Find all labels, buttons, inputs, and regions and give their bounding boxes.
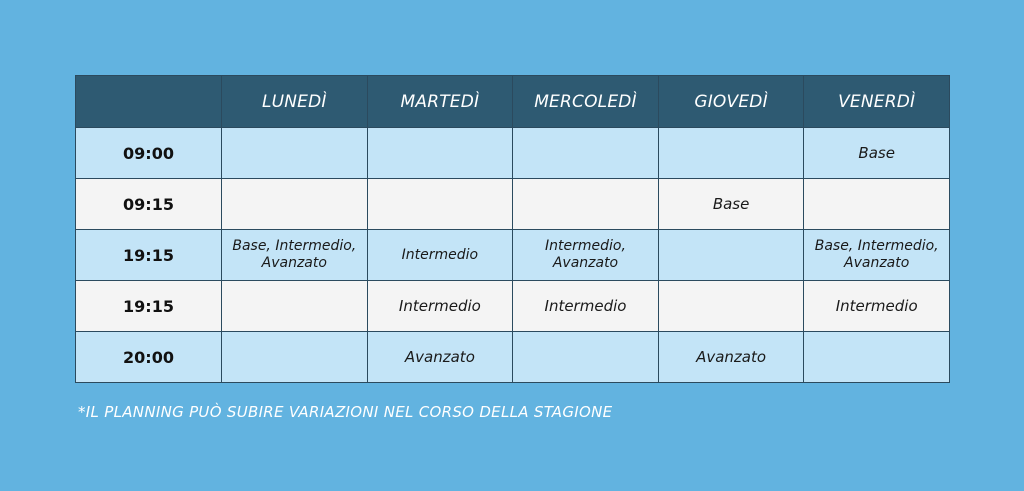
class-cell: Base, Intermedio, Avanzato — [804, 230, 950, 281]
table-row — [76, 332, 950, 383]
header-row — [76, 76, 950, 128]
class-cell: Avanzato — [658, 332, 804, 383]
class-cell — [658, 230, 804, 281]
footnote: *IL PLANNING PUÒ SUBIRE VARIAZIONI NEL CORSO DELLA STAGIONE — [78, 403, 613, 421]
class-cell: Avanzato — [367, 332, 513, 383]
class-cell — [513, 332, 659, 383]
header-day-mercoledi: MERCOLEDÌ — [513, 76, 659, 128]
time-cell: 09:15 — [76, 179, 222, 230]
time-cell: 19:15 — [76, 230, 222, 281]
table-row — [76, 128, 950, 179]
class-cell — [513, 128, 659, 179]
class-cell — [222, 179, 368, 230]
header-corner — [76, 76, 222, 128]
schedule-table — [75, 75, 950, 383]
class-cell: Base, Intermedio, Avanzato — [222, 230, 368, 281]
class-cell — [222, 332, 368, 383]
class-cell — [222, 281, 368, 332]
schedule-body — [76, 128, 950, 383]
table-row — [76, 230, 950, 281]
class-cell: Intermedio — [804, 281, 950, 332]
class-cell — [804, 332, 950, 383]
time-cell: 09:00 — [76, 128, 222, 179]
class-cell: Base — [804, 128, 950, 179]
class-cell — [367, 128, 513, 179]
class-cell — [658, 281, 804, 332]
header-day-martedi: MARTEDÌ — [367, 76, 513, 128]
header-day-giovedi: GIOVEDÌ — [658, 76, 804, 128]
class-cell — [367, 179, 513, 230]
class-cell — [222, 128, 368, 179]
time-cell: 19:15 — [76, 281, 222, 332]
class-cell: Intermedio — [367, 230, 513, 281]
class-cell: Intermedio — [367, 281, 513, 332]
schedule-header — [76, 76, 950, 128]
class-cell — [658, 128, 804, 179]
time-cell: 20:00 — [76, 332, 222, 383]
class-cell: Intermedio — [513, 281, 659, 332]
header-day-lunedi: LUNEDÌ — [222, 76, 368, 128]
table-row — [76, 179, 950, 230]
class-cell: Base — [658, 179, 804, 230]
class-cell — [804, 179, 950, 230]
class-cell — [513, 179, 659, 230]
header-day-venerdi: VENERDÌ — [804, 76, 950, 128]
table-row — [76, 281, 950, 332]
class-cell: Intermedio, Avanzato — [513, 230, 659, 281]
